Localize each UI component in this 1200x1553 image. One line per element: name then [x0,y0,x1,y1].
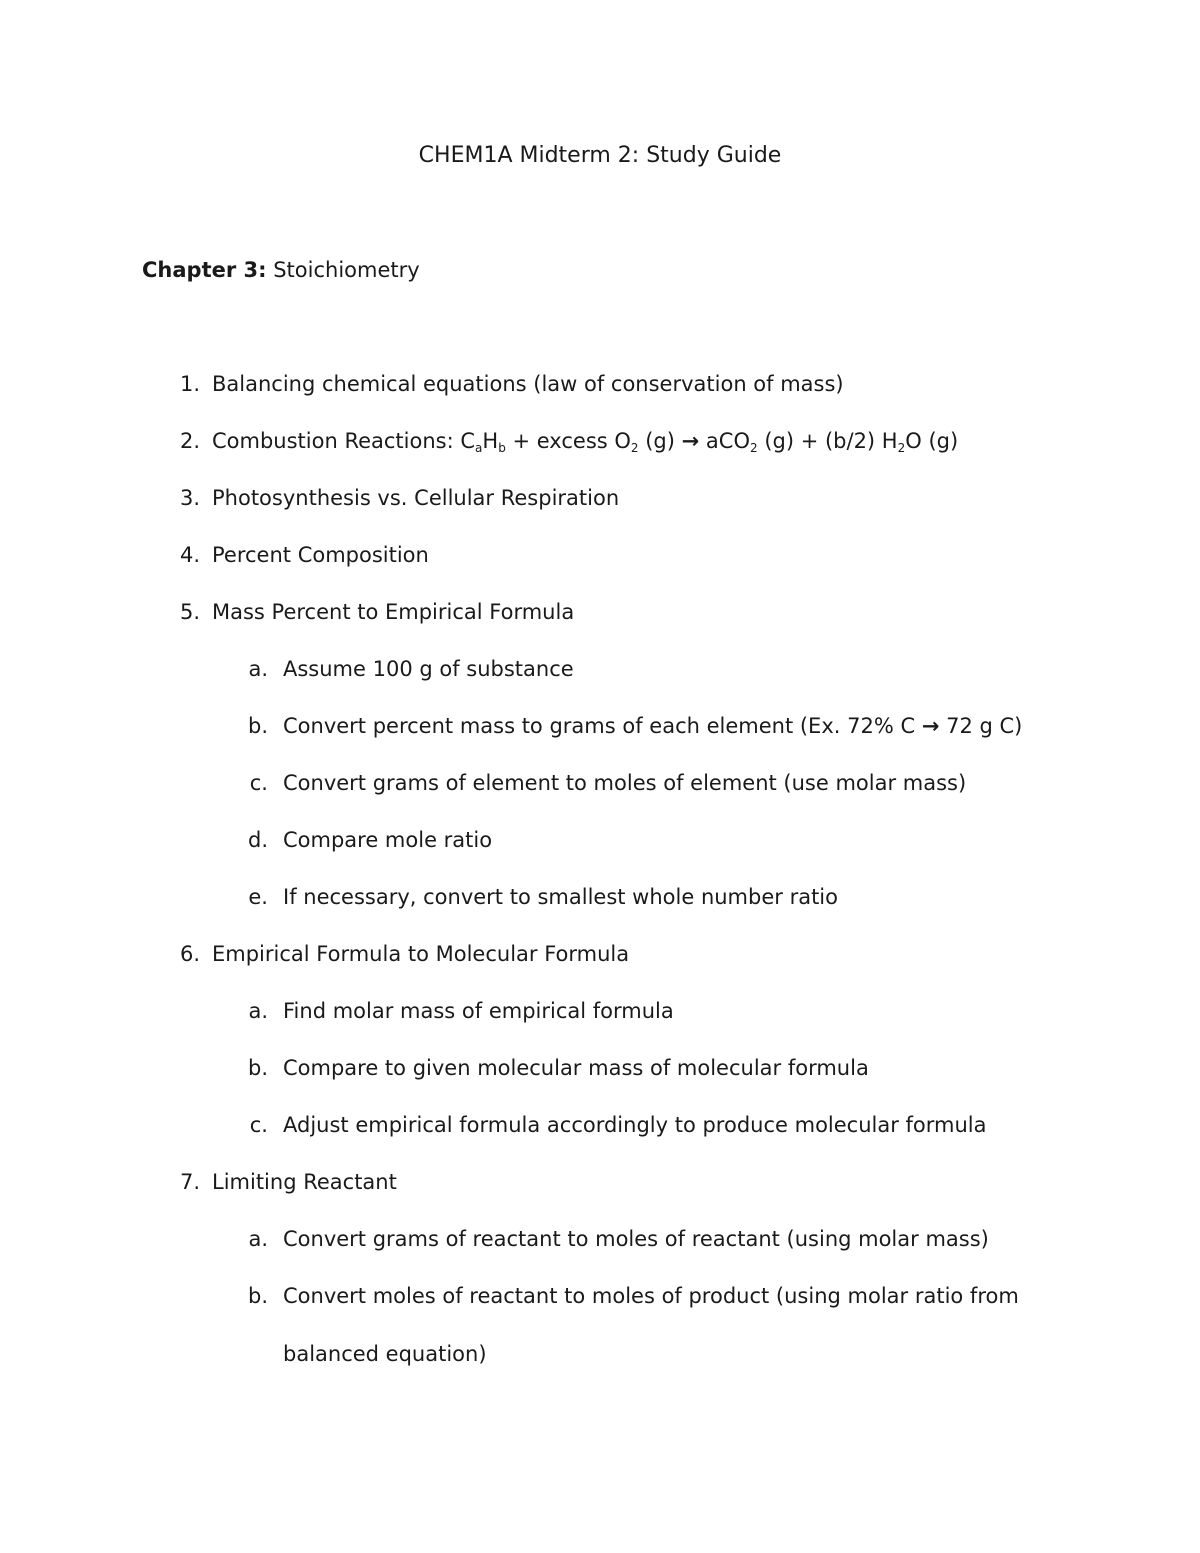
item-letter: e. [248,885,268,909]
item-letter: a. [248,1227,268,1251]
chapter-label: Chapter 3: [142,258,267,282]
item-text: Compare mole ratio [283,828,493,852]
item-text: Percent Composition [212,543,429,567]
item-letter: c. [249,771,268,795]
eq-part: (g) + (b/2) H [757,429,898,453]
item-text: Compare to given molecular mass of molecular formula [283,1056,869,1080]
item-text: If necessary, convert to smallest whole number ratio [283,885,838,909]
chapter-name: Stoichiometry [273,258,420,282]
eq-part: O (g) [905,429,959,453]
eq-part: C [460,429,476,453]
item-number: 1. [179,372,200,396]
item-text: Mass Percent to Empirical Formula [212,600,575,624]
item-text: Balancing chemical equations (law of conservation of mass) [212,372,844,396]
item-text: Convert moles of reactant to moles of product (using molar ratio from [283,1284,1019,1308]
item-text: balanced equation) [283,1342,487,1366]
item-letter: d. [247,828,268,852]
document-title: CHEM1A Midterm 2: Study Guide [418,143,782,168]
eq-subscript: a [475,441,483,455]
item-text: Empirical Formula to Molecular Formula [212,942,630,966]
item-text: Assume 100 g of substance [283,657,574,681]
item-letter: b. [247,714,268,738]
eq-subscript: 2 [630,441,639,455]
item-letter: b. [247,1284,268,1308]
item-number: 3. [179,486,200,510]
eq-subscript: b [498,441,506,455]
item-text: Adjust empirical formula accordingly to produce molecular formula [283,1113,987,1137]
item-letter: a. [248,999,268,1023]
item-number: 6. [179,942,200,966]
item-number: 5. [179,600,200,624]
item-text: Convert grams of element to moles of element (use molar mass) [283,771,967,795]
arrow-icon: → [681,429,700,453]
item-letter: b. [247,1056,268,1080]
eq-subscript: 2 [897,441,906,455]
item-text-part: 72 g C) [939,714,1023,738]
item-text: Find molar mass of empirical formula [283,999,674,1023]
eq-subscript: 2 [750,441,758,455]
item-text [283,711,1022,741]
item-text: Convert grams of reactant to moles of reactant (using molar mass) [283,1227,989,1251]
item-label: Combustion Reactions: [212,429,461,453]
item-letter: c. [249,1113,268,1137]
eq-part: aCO [699,429,750,453]
item-text: Photosynthesis vs. Cellular Respiration [212,486,620,510]
item-text-part: Convert percent mass to grams of each element (Ex. 72% C [283,714,922,738]
item-number: 2. [179,429,200,453]
item-text: Limiting Reactant [212,1170,397,1194]
chapter-heading [142,255,420,285]
arrow-icon: → [921,714,940,738]
item-number: 7. [179,1170,200,1194]
item-letter: a. [248,657,268,681]
eq-part: H [482,429,499,453]
eq-part: (g) [638,429,682,453]
item-text-equation [212,426,958,456]
eq-part: + excess O [505,429,631,453]
item-number: 4. [179,543,200,567]
